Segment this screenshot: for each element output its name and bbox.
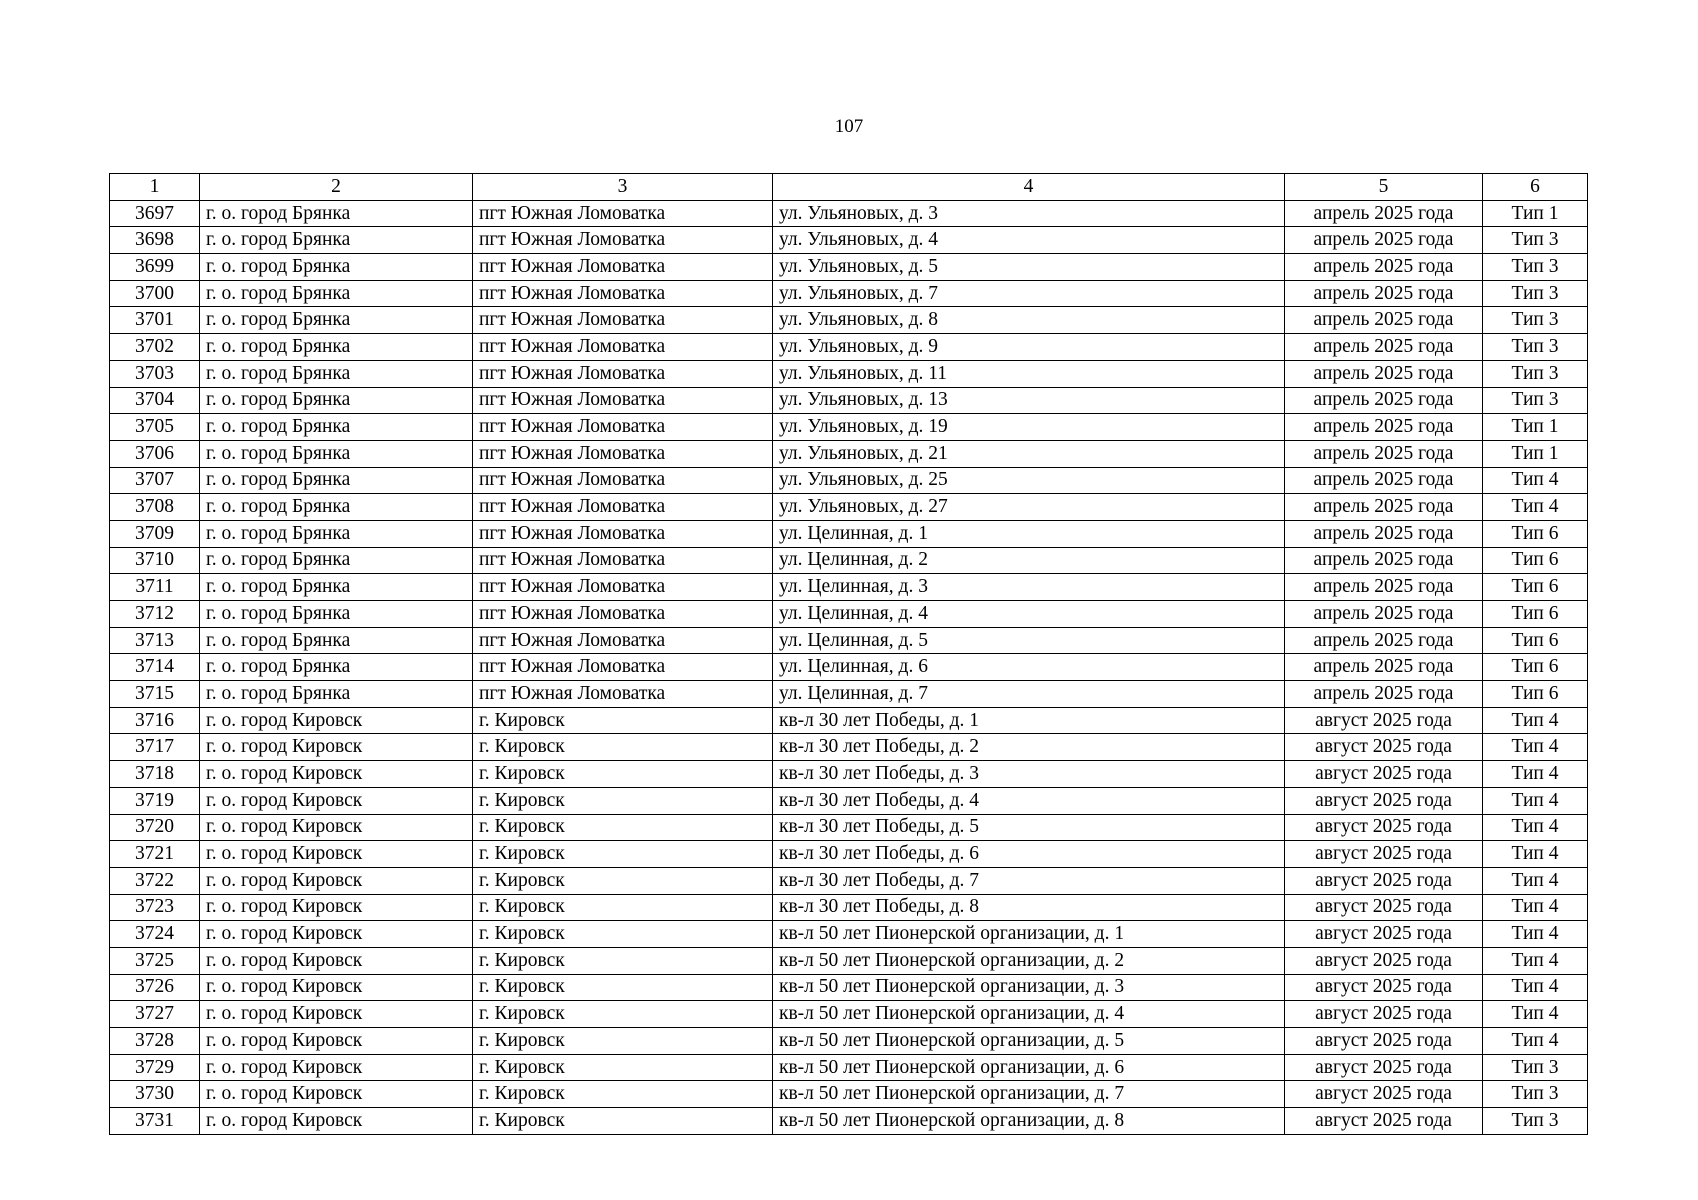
type-cell: Тип 4 [1483,947,1588,974]
table-row [110,414,1588,441]
address-cell: ул. Целинная, д. 6 [773,654,1285,681]
table-row [110,707,1588,734]
address-cell: ул. Целинная, д. 3 [773,574,1285,601]
table-row [110,894,1588,921]
term-cell: апрель 2025 года [1285,307,1483,334]
table-row [110,467,1588,494]
row-number-cell: 3723 [110,894,200,921]
page-number: 107 [834,116,864,137]
table-row [110,440,1588,467]
municipality-cell: г. о. город Брянка [200,520,473,547]
address-cell: кв-л 30 лет Победы, д. 6 [773,841,1285,868]
term-cell: апрель 2025 года [1285,200,1483,227]
row-number-cell: 3724 [110,921,200,948]
municipality-cell: г. о. город Кировск [200,734,473,761]
table-row [110,654,1588,681]
row-number-cell: 3714 [110,654,200,681]
column-header-4: 4 [773,174,1285,201]
municipality-cell: г. о. город Брянка [200,334,473,361]
type-cell: Тип 4 [1483,1001,1588,1028]
term-cell: август 2025 года [1285,1054,1483,1081]
row-number-cell: 3719 [110,787,200,814]
term-cell: август 2025 года [1285,974,1483,1001]
table-row [110,814,1588,841]
municipality-cell: г. о. город Кировск [200,787,473,814]
settlement-cell: г. Кировск [473,1001,773,1028]
table-row [110,681,1588,708]
row-number-cell: 3720 [110,814,200,841]
term-cell: апрель 2025 года [1285,254,1483,281]
row-number-cell: 3716 [110,707,200,734]
address-cell: ул. Ульяновых, д. 13 [773,387,1285,414]
type-cell: Тип 4 [1483,894,1588,921]
settlement-cell: г. Кировск [473,841,773,868]
settlement-cell: пгт Южная Ломоватка [473,467,773,494]
municipality-cell: г. о. город Кировск [200,1001,473,1028]
municipality-cell: г. о. город Брянка [200,360,473,387]
settlement-cell: г. Кировск [473,734,773,761]
type-cell: Тип 3 [1483,280,1588,307]
address-cell: кв-л 30 лет Победы, д. 2 [773,734,1285,761]
municipality-cell: г. о. город Кировск [200,1054,473,1081]
settlement-cell: г. Кировск [473,947,773,974]
table-row [110,1108,1588,1135]
settlement-cell: пгт Южная Ломоватка [473,414,773,441]
term-cell: апрель 2025 года [1285,654,1483,681]
term-cell: август 2025 года [1285,947,1483,974]
row-number-cell: 3726 [110,974,200,1001]
type-cell: Тип 3 [1483,1054,1588,1081]
term-cell: апрель 2025 года [1285,414,1483,441]
municipality-cell: г. о. город Брянка [200,627,473,654]
settlement-cell: пгт Южная Ломоватка [473,627,773,654]
term-cell: август 2025 года [1285,1028,1483,1055]
address-cell: кв-л 50 лет Пионерской организации, д. 5 [773,1028,1285,1055]
municipality-cell: г. о. город Брянка [200,280,473,307]
type-cell: Тип 4 [1483,974,1588,1001]
row-number-cell: 3698 [110,227,200,254]
row-number-cell: 3705 [110,414,200,441]
municipality-cell: г. о. город Брянка [200,547,473,574]
address-cell: ул. Целинная, д. 1 [773,520,1285,547]
column-header-3: 3 [473,174,773,201]
address-cell: ул. Целинная, д. 2 [773,547,1285,574]
row-number-cell: 3707 [110,467,200,494]
row-number-cell: 3713 [110,627,200,654]
row-number-cell: 3700 [110,280,200,307]
term-cell: апрель 2025 года [1285,574,1483,601]
table-row [110,627,1588,654]
settlement-cell: пгт Южная Ломоватка [473,601,773,628]
municipality-cell: г. о. город Кировск [200,761,473,788]
row-number-cell: 3721 [110,841,200,868]
settlement-cell: пгт Южная Ломоватка [473,200,773,227]
address-cell: кв-л 30 лет Победы, д. 8 [773,894,1285,921]
municipality-cell: г. о. город Кировск [200,867,473,894]
term-cell: август 2025 года [1285,1108,1483,1135]
address-cell: кв-л 50 лет Пионерской организации, д. 1 [773,921,1285,948]
settlement-cell: пгт Южная Ломоватка [473,681,773,708]
type-cell: Тип 3 [1483,307,1588,334]
address-cell: ул. Ульяновых, д. 7 [773,280,1285,307]
row-number-cell: 3710 [110,547,200,574]
type-cell: Тип 1 [1483,414,1588,441]
term-cell: апрель 2025 года [1285,547,1483,574]
address-cell: кв-л 30 лет Победы, д. 3 [773,761,1285,788]
type-cell: Тип 1 [1483,200,1588,227]
type-cell: Тип 4 [1483,761,1588,788]
settlement-cell: пгт Южная Ломоватка [473,360,773,387]
row-number-cell: 3717 [110,734,200,761]
table-row [110,1081,1588,1108]
table-row [110,334,1588,361]
address-cell: ул. Ульяновых, д. 21 [773,440,1285,467]
row-number-cell: 3702 [110,334,200,361]
type-cell: Тип 6 [1483,601,1588,628]
row-number-cell: 3708 [110,494,200,521]
address-cell: ул. Целинная, д. 4 [773,601,1285,628]
settlement-cell: г. Кировск [473,921,773,948]
settlement-cell: пгт Южная Ломоватка [473,654,773,681]
type-cell: Тип 4 [1483,841,1588,868]
municipality-cell: г. о. город Брянка [200,387,473,414]
term-cell: апрель 2025 года [1285,280,1483,307]
term-cell: апрель 2025 года [1285,334,1483,361]
term-cell: август 2025 года [1285,814,1483,841]
row-number-cell: 3718 [110,761,200,788]
row-number-cell: 3728 [110,1028,200,1055]
settlement-cell: пгт Южная Ломоватка [473,280,773,307]
column-header-1: 1 [110,174,200,201]
address-cell: кв-л 50 лет Пионерской организации, д. 7 [773,1081,1285,1108]
type-cell: Тип 4 [1483,814,1588,841]
municipality-cell: г. о. город Кировск [200,1108,473,1135]
address-cell: кв-л 50 лет Пионерской организации, д. 4 [773,1001,1285,1028]
term-cell: апрель 2025 года [1285,387,1483,414]
table-body [110,200,1588,1134]
table-header [110,174,1588,201]
address-cell: ул. Ульяновых, д. 4 [773,227,1285,254]
term-cell: апрель 2025 года [1285,227,1483,254]
table-row [110,974,1588,1001]
address-cell: ул. Ульяновых, д. 25 [773,467,1285,494]
address-cell: ул. Целинная, д. 7 [773,681,1285,708]
term-cell: август 2025 года [1285,894,1483,921]
type-cell: Тип 4 [1483,787,1588,814]
settlement-cell: г. Кировск [473,814,773,841]
term-cell: август 2025 года [1285,707,1483,734]
header-row [110,174,1588,201]
term-cell: апрель 2025 года [1285,494,1483,521]
term-cell: апрель 2025 года [1285,681,1483,708]
type-cell: Тип 6 [1483,627,1588,654]
table-row [110,601,1588,628]
type-cell: Тип 3 [1483,387,1588,414]
address-cell: кв-л 30 лет Победы, д. 1 [773,707,1285,734]
term-cell: апрель 2025 года [1285,601,1483,628]
row-number-cell: 3711 [110,574,200,601]
municipality-cell: г. о. город Брянка [200,681,473,708]
table-row [110,200,1588,227]
row-number-cell: 3729 [110,1054,200,1081]
type-cell: Тип 3 [1483,254,1588,281]
settlement-cell: г. Кировск [473,974,773,1001]
type-cell: Тип 1 [1483,440,1588,467]
table-row [110,280,1588,307]
municipality-cell: г. о. город Брянка [200,254,473,281]
settlement-cell: г. Кировск [473,894,773,921]
type-cell: Тип 6 [1483,547,1588,574]
settlement-cell: г. Кировск [473,707,773,734]
settlement-cell: пгт Южная Ломоватка [473,227,773,254]
municipality-cell: г. о. город Кировск [200,707,473,734]
row-number-cell: 3706 [110,440,200,467]
settlement-cell: г. Кировск [473,867,773,894]
table-row [110,1028,1588,1055]
table-row [110,787,1588,814]
settlement-cell: пгт Южная Ломоватка [473,387,773,414]
type-cell: Тип 4 [1483,707,1588,734]
type-cell: Тип 3 [1483,1108,1588,1135]
address-cell: кв-л 50 лет Пионерской организации, д. 6 [773,1054,1285,1081]
term-cell: август 2025 года [1285,787,1483,814]
address-cell: кв-л 50 лет Пионерской организации, д. 3 [773,974,1285,1001]
settlement-cell: пгт Южная Ломоватка [473,547,773,574]
municipality-cell: г. о. город Брянка [200,654,473,681]
term-cell: апрель 2025 года [1285,360,1483,387]
address-cell: кв-л 30 лет Победы, д. 5 [773,814,1285,841]
row-number-cell: 3703 [110,360,200,387]
settlement-cell: пгт Южная Ломоватка [473,520,773,547]
table-row [110,867,1588,894]
table-row [110,547,1588,574]
municipality-cell: г. о. город Брянка [200,440,473,467]
address-cell: кв-л 50 лет Пионерской организации, д. 8 [773,1108,1285,1135]
column-header-6: 6 [1483,174,1588,201]
term-cell: апрель 2025 года [1285,467,1483,494]
settlement-cell: г. Кировск [473,1081,773,1108]
type-cell: Тип 6 [1483,654,1588,681]
register-table [109,173,1588,1135]
row-number-cell: 3731 [110,1108,200,1135]
address-cell: ул. Ульяновых, д. 3 [773,200,1285,227]
table-row [110,761,1588,788]
municipality-cell: г. о. город Брянка [200,414,473,441]
term-cell: август 2025 года [1285,867,1483,894]
table-row [110,254,1588,281]
table-row [110,734,1588,761]
type-cell: Тип 6 [1483,574,1588,601]
type-cell: Тип 4 [1483,467,1588,494]
term-cell: апрель 2025 года [1285,627,1483,654]
address-cell: кв-л 50 лет Пионерской организации, д. 2 [773,947,1285,974]
table-row [110,520,1588,547]
settlement-cell: пгт Южная Ломоватка [473,307,773,334]
term-cell: август 2025 года [1285,841,1483,868]
municipality-cell: г. о. город Кировск [200,1028,473,1055]
type-cell: Тип 6 [1483,520,1588,547]
table-row [110,574,1588,601]
column-header-5: 5 [1285,174,1483,201]
municipality-cell: г. о. город Кировск [200,947,473,974]
type-cell: Тип 3 [1483,227,1588,254]
table-row [110,947,1588,974]
municipality-cell: г. о. город Брянка [200,307,473,334]
row-number-cell: 3697 [110,200,200,227]
municipality-cell: г. о. город Кировск [200,921,473,948]
table-row [110,227,1588,254]
municipality-cell: г. о. город Брянка [200,467,473,494]
table-row [110,1054,1588,1081]
type-cell: Тип 3 [1483,334,1588,361]
term-cell: август 2025 года [1285,1001,1483,1028]
row-number-cell: 3701 [110,307,200,334]
type-cell: Тип 4 [1483,867,1588,894]
row-number-cell: 3730 [110,1081,200,1108]
municipality-cell: г. о. город Брянка [200,574,473,601]
table-row [110,307,1588,334]
municipality-cell: г. о. город Брянка [200,601,473,628]
type-cell: Тип 4 [1483,921,1588,948]
table-row [110,841,1588,868]
column-header-2: 2 [200,174,473,201]
settlement-cell: пгт Южная Ломоватка [473,440,773,467]
address-cell: кв-л 30 лет Победы, д. 4 [773,787,1285,814]
type-cell: Тип 3 [1483,360,1588,387]
term-cell: август 2025 года [1285,761,1483,788]
address-cell: кв-л 30 лет Победы, д. 7 [773,867,1285,894]
settlement-cell: г. Кировск [473,1108,773,1135]
row-number-cell: 3712 [110,601,200,628]
term-cell: август 2025 года [1285,921,1483,948]
row-number-cell: 3725 [110,947,200,974]
settlement-cell: пгт Южная Ломоватка [473,334,773,361]
settlement-cell: пгт Южная Ломоватка [473,494,773,521]
type-cell: Тип 4 [1483,1028,1588,1055]
municipality-cell: г. о. город Брянка [200,200,473,227]
settlement-cell: г. Кировск [473,787,773,814]
address-cell: ул. Ульяновых, д. 8 [773,307,1285,334]
type-cell: Тип 3 [1483,1081,1588,1108]
municipality-cell: г. о. город Кировск [200,974,473,1001]
settlement-cell: пгт Южная Ломоватка [473,574,773,601]
row-number-cell: 3722 [110,867,200,894]
table-row [110,387,1588,414]
municipality-cell: г. о. город Кировск [200,841,473,868]
table-row [110,494,1588,521]
type-cell: Тип 4 [1483,494,1588,521]
settlement-cell: г. Кировск [473,1028,773,1055]
municipality-cell: г. о. город Кировск [200,814,473,841]
address-cell: ул. Ульяновых, д. 5 [773,254,1285,281]
settlement-cell: г. Кировск [473,1054,773,1081]
municipality-cell: г. о. город Брянка [200,494,473,521]
row-number-cell: 3715 [110,681,200,708]
row-number-cell: 3727 [110,1001,200,1028]
address-cell: ул. Ульяновых, д. 9 [773,334,1285,361]
address-cell: ул. Ульяновых, д. 11 [773,360,1285,387]
settlement-cell: пгт Южная Ломоватка [473,254,773,281]
table-row [110,921,1588,948]
municipality-cell: г. о. город Кировск [200,1081,473,1108]
term-cell: август 2025 года [1285,734,1483,761]
municipality-cell: г. о. город Кировск [200,894,473,921]
address-cell: ул. Ульяновых, д. 27 [773,494,1285,521]
address-cell: ул. Ульяновых, д. 19 [773,414,1285,441]
settlement-cell: г. Кировск [473,761,773,788]
row-number-cell: 3709 [110,520,200,547]
row-number-cell: 3699 [110,254,200,281]
term-cell: апрель 2025 года [1285,520,1483,547]
type-cell: Тип 6 [1483,681,1588,708]
table-row [110,1001,1588,1028]
municipality-cell: г. о. город Брянка [200,227,473,254]
term-cell: апрель 2025 года [1285,440,1483,467]
type-cell: Тип 4 [1483,734,1588,761]
row-number-cell: 3704 [110,387,200,414]
term-cell: август 2025 года [1285,1081,1483,1108]
table-row [110,360,1588,387]
address-cell: ул. Целинная, д. 5 [773,627,1285,654]
